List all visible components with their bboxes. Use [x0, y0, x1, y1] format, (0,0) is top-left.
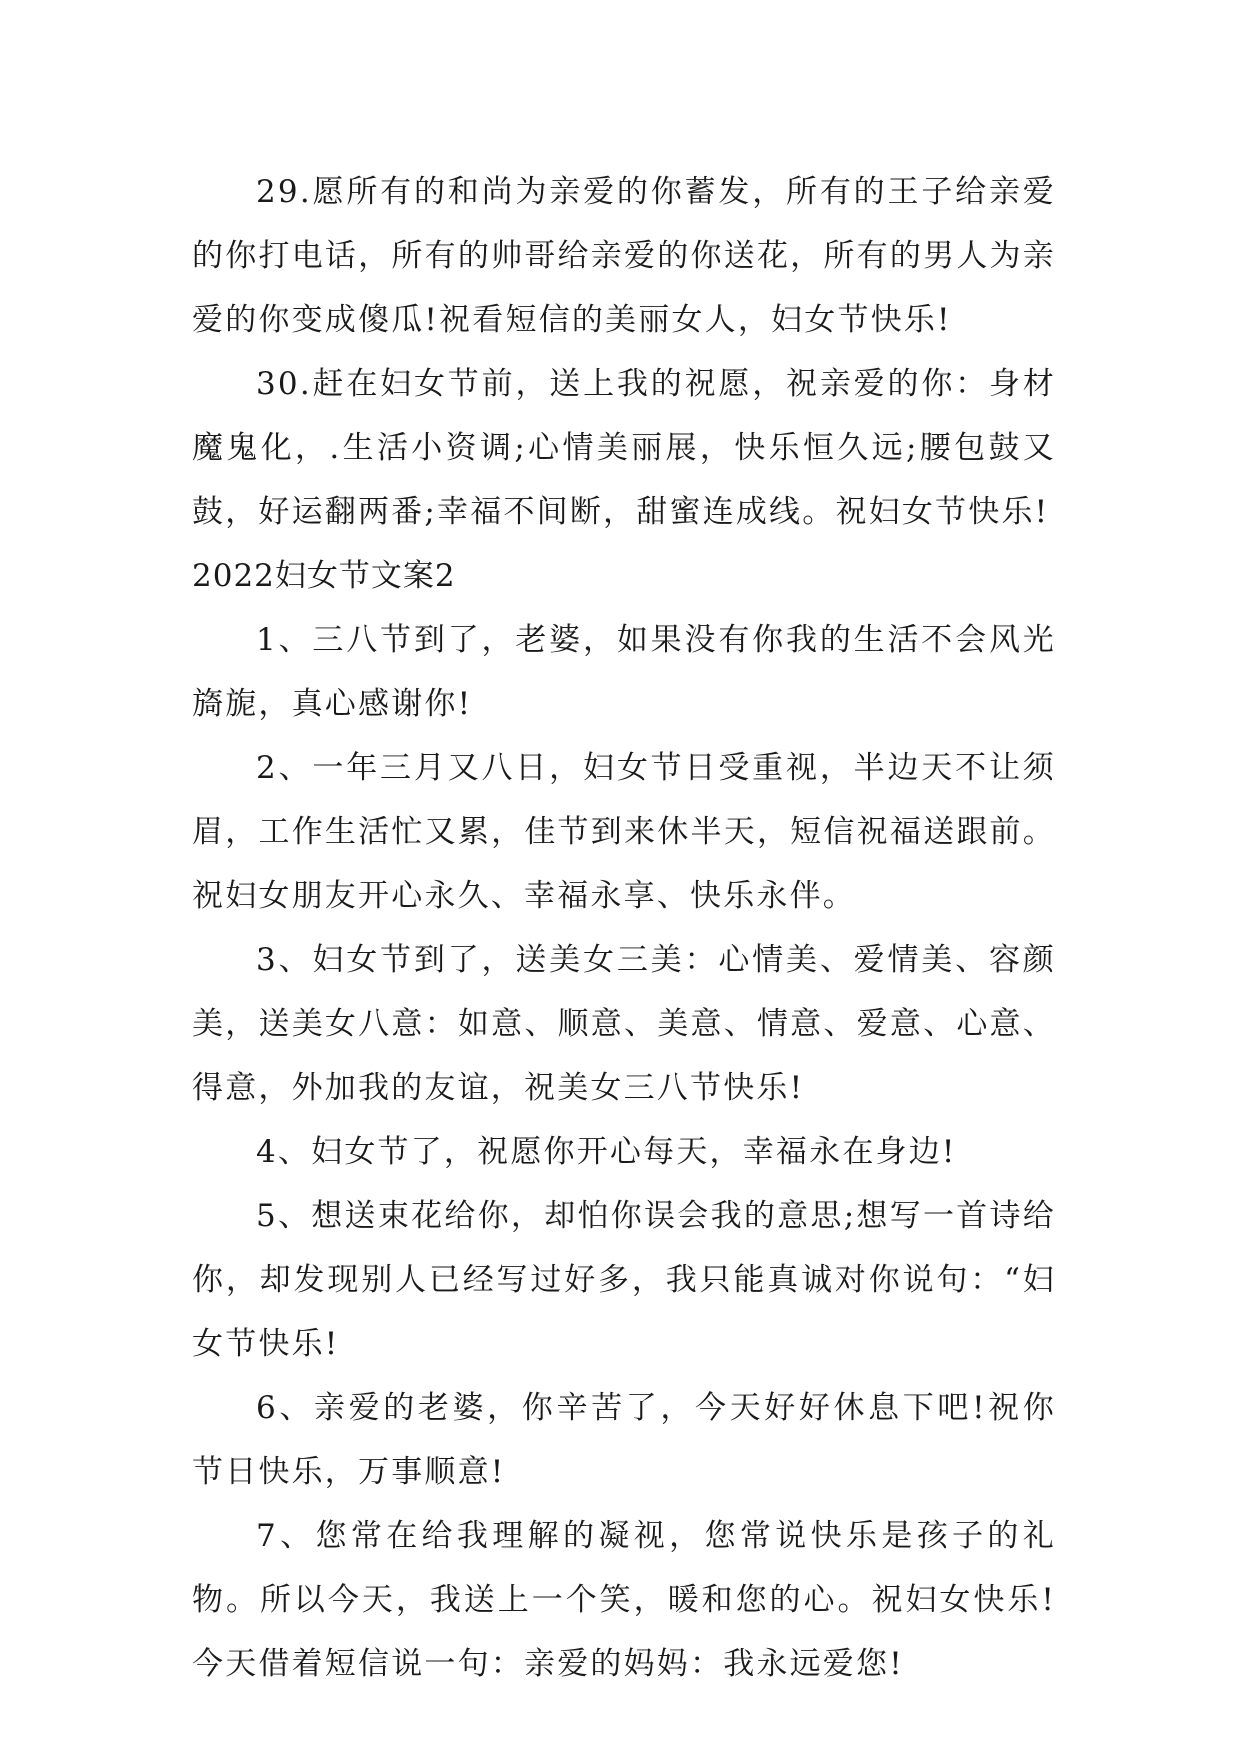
paragraph-1: 1、三八节到了，老婆，如果没有你我的生活不会风光旖旎，真心感谢你! [192, 622, 1056, 722]
paragraph-29: 29.愿所有的和尚为亲爱的你蓄发，所有的王子给亲爱的你打电话，所有的帅哥给亲爱的你送花，所有的男人为亲爱的你变成傻瓜!祝看短信的美丽女人，妇女节快乐! [192, 174, 1056, 338]
paragraph-7: 7、您常在给我理解的凝视，您常说快乐是孩子的礼物。所以今天，我送上一个笑，暖和您的心。祝妇女快乐!今天借着短信说一句：亲爱的妈妈：我永远爱您! [192, 1518, 1056, 1682]
document-body [192, 160, 1056, 1696]
paragraph-2: 2、一年三月又八日，妇女节日受重视，半边天不让须眉，工作生活忙又累，佳节到来休半天，短信祝福送跟前。祝妇女朋友开心永久、幸福永享、快乐永伴。 [192, 750, 1056, 914]
paragraph-4: 4、妇女节了，祝愿你开心每天，幸福永在身边! [256, 1134, 957, 1170]
paragraph-6: 6、亲爱的老婆，你辛苦了，今天好好休息下吧!祝你节日快乐，万事顺意! [192, 1390, 1056, 1490]
paragraph-5: 5、想送束花给你，却怕你误会我的意思;想写一首诗给你，却发现别人已经写过好多，我只能真诚对你说句：“妇女节快乐! [192, 1198, 1056, 1362]
section-heading: 2022妇女节文案2 [192, 558, 456, 594]
paragraph-3: 3、妇女节到了，送美女三美：心情美、爱情美、容颜美，送美女八意：如意、顺意、美意、情意、爱意、心意、得意，外加我的友谊，祝美女三八节快乐! [192, 942, 1056, 1106]
paragraph-30: 30.赶在妇女节前，送上我的祝愿，祝亲爱的你：身材魔鬼化，.生活小资调;心情美丽展，快乐恒久远;腰包鼓又鼓，好运翻两番;幸福不间断，甜蜜连成线。祝妇女节快乐! [192, 366, 1056, 530]
